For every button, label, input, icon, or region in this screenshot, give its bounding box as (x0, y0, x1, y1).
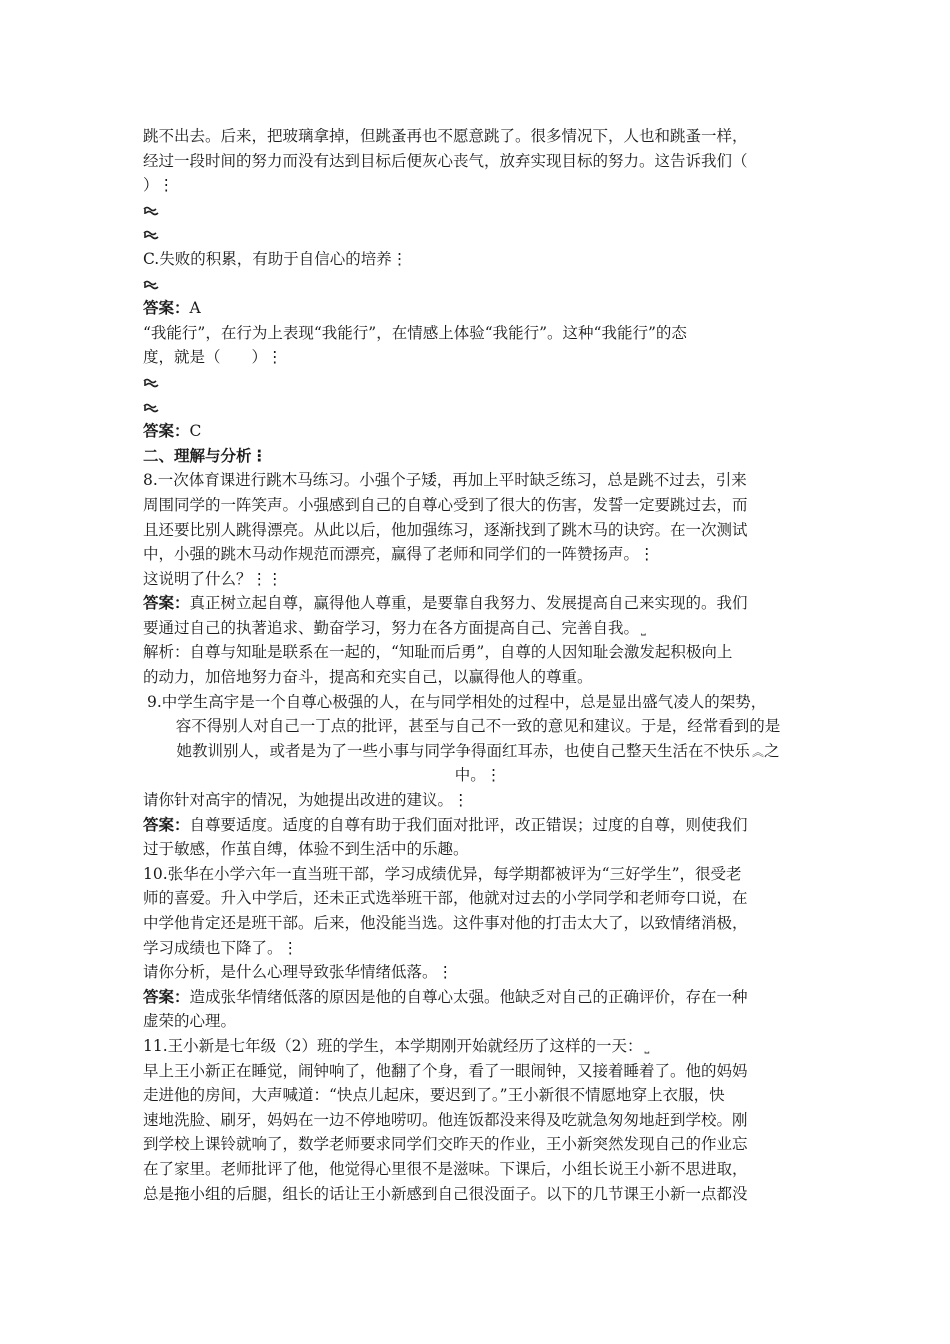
return-mark-icon: ⎵ (641, 621, 646, 636)
answer-value: 自尊要适度。适度的自尊有助于我们面对批评，改正错误；过度的自尊，则使我们 (189, 815, 748, 834)
answer-value: 造成张华情绪低落的原因是他的自尊心太强。他缺乏对自己的正确评价，存在一种 (189, 987, 748, 1006)
answer-label: 答案： (143, 422, 190, 441)
answer-line (143, 985, 813, 1010)
answer-line: 要通过自己的执著追求、勤奋学习，努力在各方面提高自己、完善自我。 ⎵ (143, 616, 813, 641)
answer-line: 过于敏感，作茧自缚，体验不到生活中的乐趣。 (143, 840, 469, 859)
question-line: 且还要比别人跳得漂亮。从此以后，他加强练习，逐渐找到了跳木马的诀窍。在一次测试 (143, 520, 748, 539)
question-line: 8.一次体育课进行跳木马练习。小强个子矮，再加上平时缺乏练习，总是跳不过去，引来 (143, 471, 747, 490)
analysis-line: 解析：自尊与知耻是联系在一起的，“知耻而后勇”，自尊的人因知耻会激发起积极向上 (143, 643, 733, 662)
question-line: 她教训别人，或者是为了一些小事与同学争得面红耳赤，也使自己整天生活在不快乐 ︽之 (143, 739, 813, 764)
question-line: 9.中学生高宇是一个自尊心极强的人，在与同学相处的过程中，总是显出盛气凌人的架势， (147, 692, 767, 711)
answer-line (143, 813, 813, 838)
caret-mark-icon: ︽ (751, 744, 764, 759)
question-line: 10.张华在小学六年一直当班干部，学习成绩优异，每学期都被评为“三好学生”，很受老 (143, 864, 742, 883)
option-c-line: C.失败的积累，有助于自信心的培养⋮ (143, 249, 408, 268)
question-line: 到学校上课铃就响了，数学老师要求同学们交昨天的作业，王小新突然发现自己的作业忘 (143, 1135, 748, 1154)
question-line: 请你针对高宇的情况，为她提出改进的建议。⋮ (143, 791, 469, 810)
text-line: 经过一段时间的努力而没有达到目标后便灰心丧气，放弃实现目标的努力。这告诉我们（ (143, 151, 748, 170)
question-line: 周围同学的一阵笑声。小强感到自己的自尊心受到了很大的伤害，发誓一定要跳过去，而 (143, 495, 748, 514)
option-line (143, 198, 813, 223)
question-line: 学习成绩也下降了。⋮ (143, 938, 299, 957)
question-line: 在了家里。老师批评了他，他觉得心里很不是滋味。下课后，小组长说王小新不思进取， (143, 1159, 748, 1178)
option-glyph-icon (143, 377, 159, 389)
answer-value: A (189, 299, 201, 318)
question-line: 中，小强的跳木马动作规范而漂亮，赢得了老师和同学们的一阵赞扬声。⋮ (143, 545, 655, 564)
question-line: 速地洗脸、刷牙，妈妈在一边不停地唠叨。他连饭都没来得及吃就急匆匆地赶到学校。刚 (143, 1110, 748, 1129)
question-line: 度，就是（ ）⋮ (143, 348, 283, 367)
answer-line (143, 296, 813, 321)
question-line: “我能行”，在行为上表现“我能行”，在情感上体验“我能行”。这种“我能行”的态 (143, 323, 687, 342)
text-line: ）⋮ (143, 176, 175, 195)
document-body (143, 124, 813, 1206)
question-line: 11.王小新是七年级（2）班的学生，本学期刚开始就经历了这样的一天： ⎵ (143, 1034, 813, 1059)
option-glyph-icon (143, 229, 159, 241)
text-line: 跳不出去。后来，把玻璃拿掉，但跳蚤再也不愿意跳了。很多情况下，人也和跳蚤一样， (143, 127, 748, 145)
question-line: 总是拖小组的后腿，组长的话让王小新感到自己很没面子。以下的几节课王小新一点都没 (143, 1184, 748, 1203)
option-line (143, 272, 813, 297)
question-line: 请你分析，是什么心理导致张华情绪低落。⋮ (143, 963, 454, 982)
analysis-line: 的动力，加倍地努力奋斗，提高和充实自己，以赢得他人的尊重。 (143, 668, 593, 687)
answer-value: C (189, 422, 202, 441)
question-line: 走进他的房间，大声喊道：“快点儿起床，要迟到了。”王小新很不情愿地穿上衣服，快 (143, 1086, 725, 1105)
answer-line (143, 419, 813, 444)
answer-label: 答案： (143, 815, 190, 834)
question-line: 中。⋮ (454, 766, 502, 785)
question-line: 中学他肯定还是班干部。后来，他没能当选。这件事对他的打击太大了，以致情绪消极， (143, 914, 748, 932)
answer-value: 真正树立起自尊，赢得他人尊重，是要靠自我努力、发展提高自己来实现的。我们 (189, 594, 748, 613)
answer-line: 虚荣的心理。 (143, 1012, 237, 1031)
option-line (143, 222, 813, 247)
option-line (143, 395, 813, 420)
question-line: 早上王小新正在睡觉，闹钟响了，他翻了个身，看了一眼闹钟，又接着睡着了。他的妈妈 (143, 1061, 748, 1080)
return-mark-icon: ⎵ (644, 1039, 650, 1054)
answer-line (143, 591, 813, 616)
option-glyph-icon (143, 279, 159, 291)
answer-label: 答案： (143, 299, 190, 318)
option-line (143, 370, 813, 395)
option-glyph-icon (143, 205, 159, 217)
answer-label: 答案： (143, 594, 190, 613)
question-line: 这说明了什么？⋮⋮ (143, 569, 283, 588)
section-heading: 二、理解与分析⋮ (143, 446, 268, 465)
option-glyph-icon (143, 402, 159, 414)
answer-label: 答案： (143, 987, 190, 1006)
question-line: 师的喜爱。升入中学后，还未正式选举班干部，他就对过去的小学同学和老师夸口说，在 (143, 889, 748, 908)
question-line: 容不得别人对自己一丁点的批评，甚至与自己不一致的意见和建议。于是，经常看到的是 (175, 717, 781, 736)
